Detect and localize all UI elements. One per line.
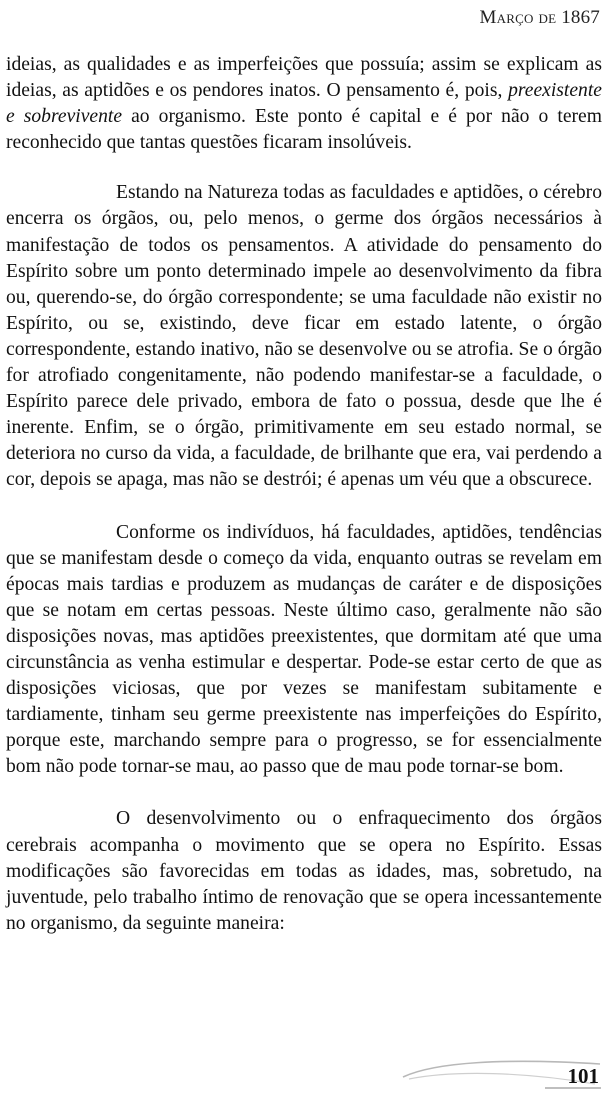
paragraph-2: Estando na Natureza todas as faculdades e aptidões, o cérebro encerra os órgãos, ou, pelo menos, o germe dos órgãos necessários à manifestação de todos os pensamentos. A atividade do pensamento do Espírito sobre um ponto determinado impele ao desenvolvimento da fibra ou, querendo-se, do órgão correspondente; se uma faculdade não existir no Espírito, ou se, existindo, deve ficar em estado latente, o órgão correspondente, estando inativo, não se desenvolve ou se atrofia. Se o órgão for atrofiado congenitamente, não podendo manifestar-se a faculdade, o Espírito parece dele privado, embora de fato o possua, desde que lhe é inerente. Enfim, se o órgão, primitivamente em seu estado normal, se deteriora no curso da vida, a faculdade, de brilhante que era, vai perdendo a cor, depois se apaga, mas não se destrói; é apenas um véu que a obscurece. bbox=[6, 182, 602, 491]
paragraph-1 bbox=[6, 52, 602, 156]
paragraph-1-text-a: ideias, as qualidades e as imperfeições que possuía; assim se explicam as ideias, as aptidões e os pendores inatos. O pensamento é, pois, bbox=[6, 54, 602, 102]
paragraph-4: O desenvolvimento ou o enfraquecimento dos órgãos cerebrais acompanha o movimento que se opera no Espírito. Essas modificações são favorecidas em todas as idades, mas, sobretudo, na juventude, pelo trabalho íntimo de renovação que se opera incessantemente no organismo, da seguinte maneira: bbox=[6, 808, 602, 934]
page-footer bbox=[395, 1050, 607, 1093]
page-number: 101 bbox=[567, 1064, 599, 1088]
running-header: Março de 1867 bbox=[479, 7, 600, 28]
paragraph-3: Conforme os indivíduos, há faculdades, aptidões, tendências que se manifestam desde o começo da vida, enquanto outras se revelam em épocas mais tardias e produzem as mudanças de caráter e de disposições que se notam em certas pessoas. Neste último caso, geralmente não são disposições novas, mas aptidões preexistentes, que dormitam até que uma circunstância as venha estimular e despertar. Pode-se estar certo de que as disposições viciosas, que por vezes se manifestam subitamente e tardiamente, tinham seu germe preexistente nas imperfeições do Espírito, porque este, marchando sempre para o progresso, se for essencialmente bom não pode tornar-se mau, ao passo que de mau pode tornar-se bom. bbox=[6, 521, 602, 778]
paragraph-1-text-b: ao organismo. Este ponto é capital e é por não o terem reconhecido que tantas questões ficaram insolúveis. bbox=[6, 106, 602, 154]
paragraph-1-emphasis: preexistente e sobrevivente bbox=[6, 80, 602, 128]
body-text bbox=[6, 52, 602, 963]
